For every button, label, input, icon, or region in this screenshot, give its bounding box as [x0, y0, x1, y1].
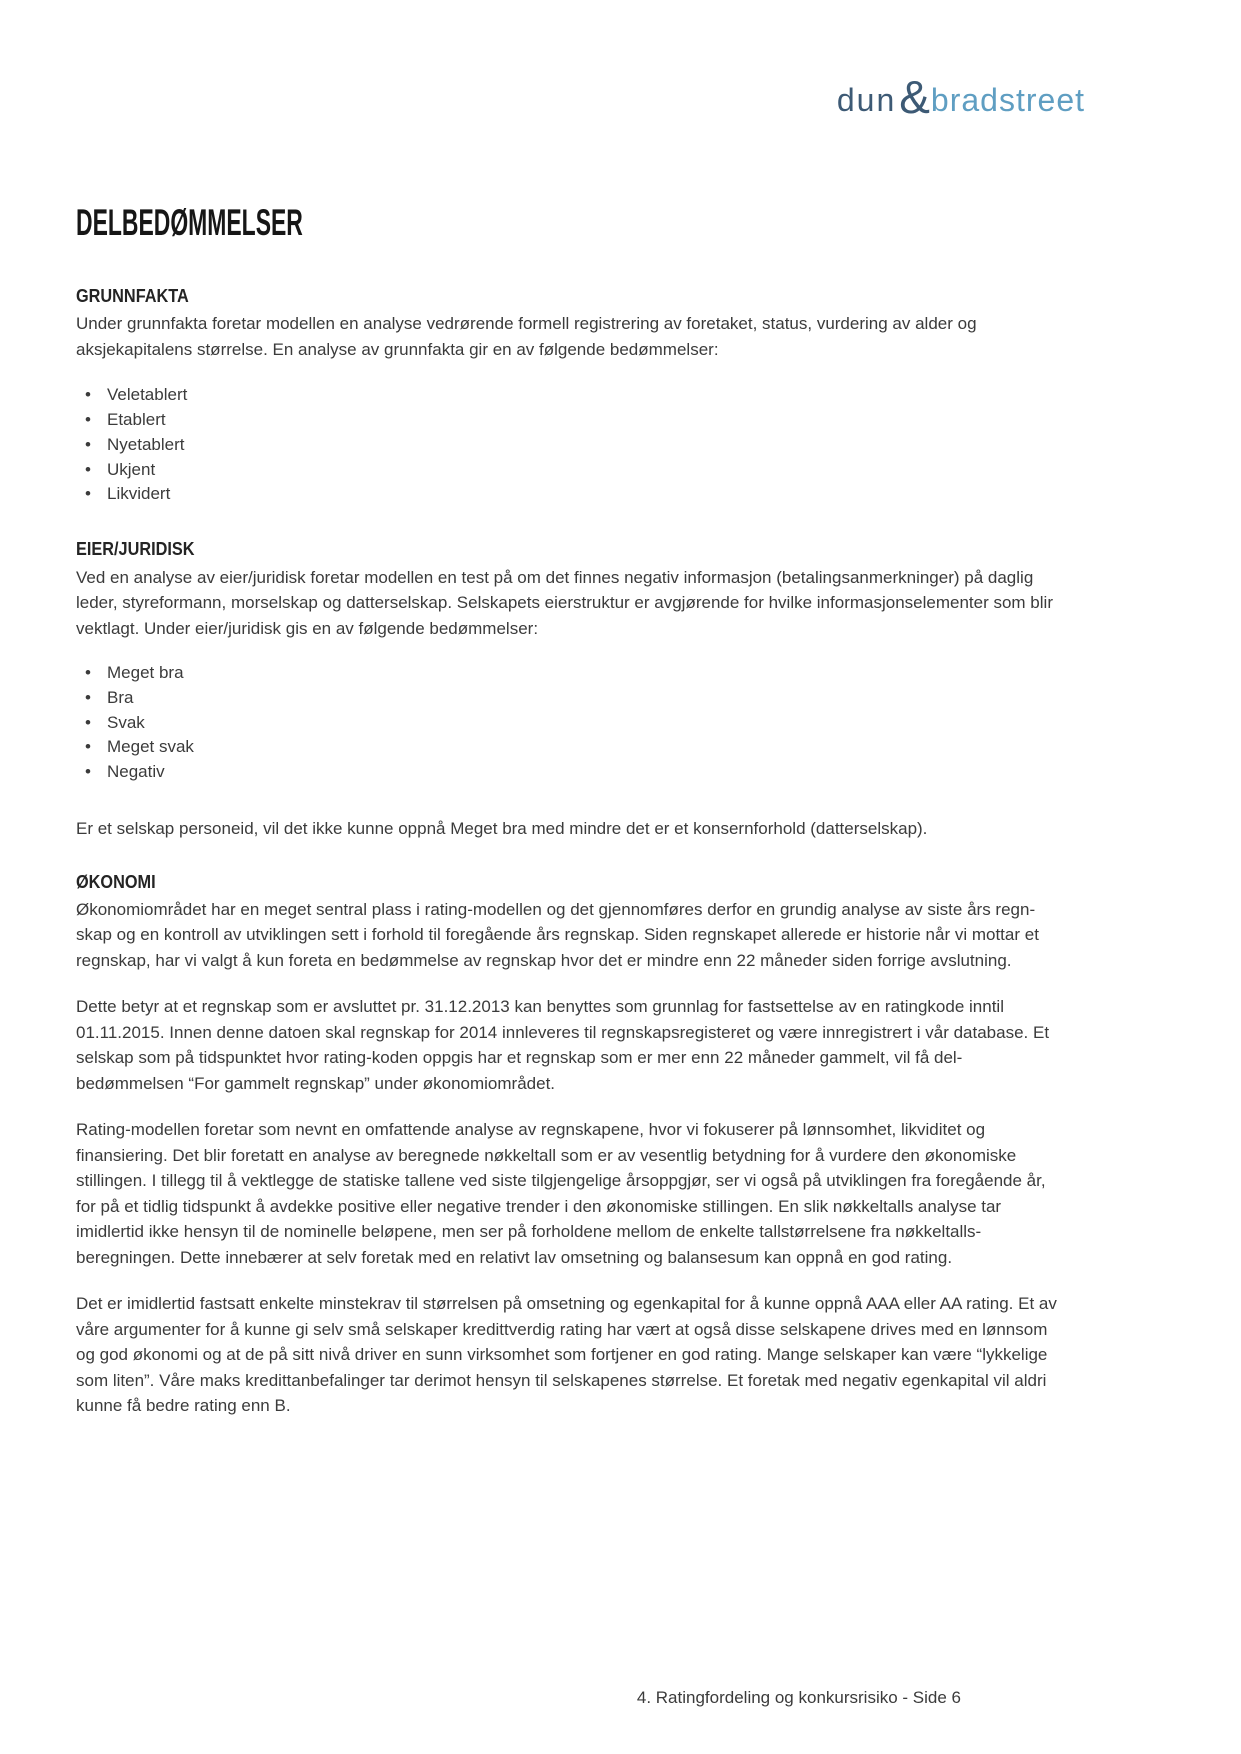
eier-juridisk-bullet-list [76, 661, 1064, 785]
list-item: • Veletablert [76, 383, 1064, 408]
list-item: • Likvidert [76, 482, 1064, 507]
logo-ampersand-icon: & [899, 71, 930, 123]
section-grunnfakta [76, 285, 1064, 507]
list-item: • Meget bra [76, 661, 1064, 686]
list-item: • Meget svak [76, 735, 1064, 760]
list-item: • Ukjent [76, 458, 1064, 483]
grunnfakta-bullet-list [76, 383, 1064, 507]
okonomi-paragraph: Rating-modellen foretar som nevnt en omfattende analyse av regnskapene, hvor vi fokuserer på lønnsomhet, likviditet og finansiering. Det blir foretatt en analyse av beregnede nøkkeltall som er av vesentlig betydning for å vurdere den økonomiske stillingen. I tillegg til å vektlegge de statiske tallene ved siste tilgjengelige årsoppgjør, ser vi også på utviklingen fra foregående år, for på et tidlig tidspunkt å avdekke positive eller negative trender i den økonomiske stillingen. En slik nøkkeltalls analyse tar imidlertid ikke hensyn til de nominelle beløpene, men ser på forholdene mellom de enkelte tallstørrelsene fra nøkkeltalls- beregningen. Dette innebærer at selv foretak med en relativt lav omsetning og balansesum kan oppnå en god rating. [76, 1120, 1046, 1267]
grunnfakta-heading: GRUNNFAKTA [76, 285, 189, 306]
document-body [76, 0, 1064, 1419]
okonomi-paragraph: Dette betyr at et regnskap som er avsluttet pr. 31.12.2013 kan benyttes som grunnlag for fastsettelse av en ratingkode inntil 01.11.2015. Innen denne datoen skal regnskap for 2014 innleveres til regnskapsregisteret og være innregistrert i vår database. Et selskap som på tidspunktet hvor rating-koden oppgis har et regnskap som er mer enn 22 måneder gammelt, vil få del- bedømmelsen “For gammelt regnskap” under økonomiområdet. [76, 997, 1050, 1093]
eier-juridisk-heading: EIER/JURIDISK [76, 538, 195, 560]
list-item: • Nyetablert [76, 433, 1064, 458]
eier-juridisk-intro: Ved en analyse av eier/juridisk foretar modellen en test på om det finnes negativ informasjon (betalingsanmerkninger) på daglig leder, styreformann, morselskap og datterselskap. Selskapets eierstruktur er avgjørende for hvilke informasjonselementer som blir vektlagt. Under eier/juridisk gis en av følgende bedømmelser: [76, 567, 1053, 638]
section-eier-juridisk [76, 538, 1064, 841]
list-item: • Svak [76, 711, 1064, 736]
grunnfakta-intro: Under grunnfakta foretar modellen en analyse vedrørende formell registrering av foretaket, status, vurdering av alder og aksjekapitalens størrelse. En analyse av grunnfakta gir en av følgende bedømmelser: [76, 314, 977, 359]
list-item: • Bra [76, 686, 1064, 711]
logo-bradstreet-text: bradstreet [930, 82, 1085, 118]
eier-juridisk-note: Er et selskap personeid, vil det ikke kunne oppnå Meget bra med mindre det er et konsernforhold (datterselskap). [76, 819, 928, 838]
okonomi-heading: ØKONOMI [76, 870, 156, 892]
section-okonomi [76, 871, 1064, 1419]
logo-dun-text: dun [836, 82, 897, 118]
okonomi-paragraph: Økonomiområdet har en meget sentral plass i rating-modellen og det gjennomføres derfor en grundig analyse av siste års regn- skap og en kontroll av utviklingen sett i forhold til foregående års regnskap. Siden regnskapet allerede er historie når vi mottar et regnskap, har vi valgt å kun foreta en bedømmelse av regnskap hvor det er mindre enn 22 måneder siden forrige avslutning. [76, 899, 1039, 970]
page-footer: 4. Ratingfordeling og konkursrisiko - Side 6 [636, 1688, 961, 1707]
list-item: • Etablert [76, 408, 1064, 433]
okonomi-paragraph: Det er imidlertid fastsatt enkelte minstekrav til størrelsen på omsetning og egenkapital for å kunne oppnå AAA eller AA rating. Et av våre argumenter for å kunne gi selv små selskaper kredittverdig rating har vært at også disse selskapene drives med en lønnsom og god økonomi og at de på sitt nivå driver en sunn virksomhet som fortjener en god rating. Mange selskaper kan være “lykkelige som liten”. Våre maks kredittanbefalinger tar derimot hensyn til selskapenes størrelse. Et foretak med negativ egenkapital vil aldri kunne få bedre rating enn B. [76, 1294, 1057, 1416]
page-title: DELBEDØMMELSER [76, 202, 303, 243]
list-item: • Negativ [76, 760, 1064, 785]
